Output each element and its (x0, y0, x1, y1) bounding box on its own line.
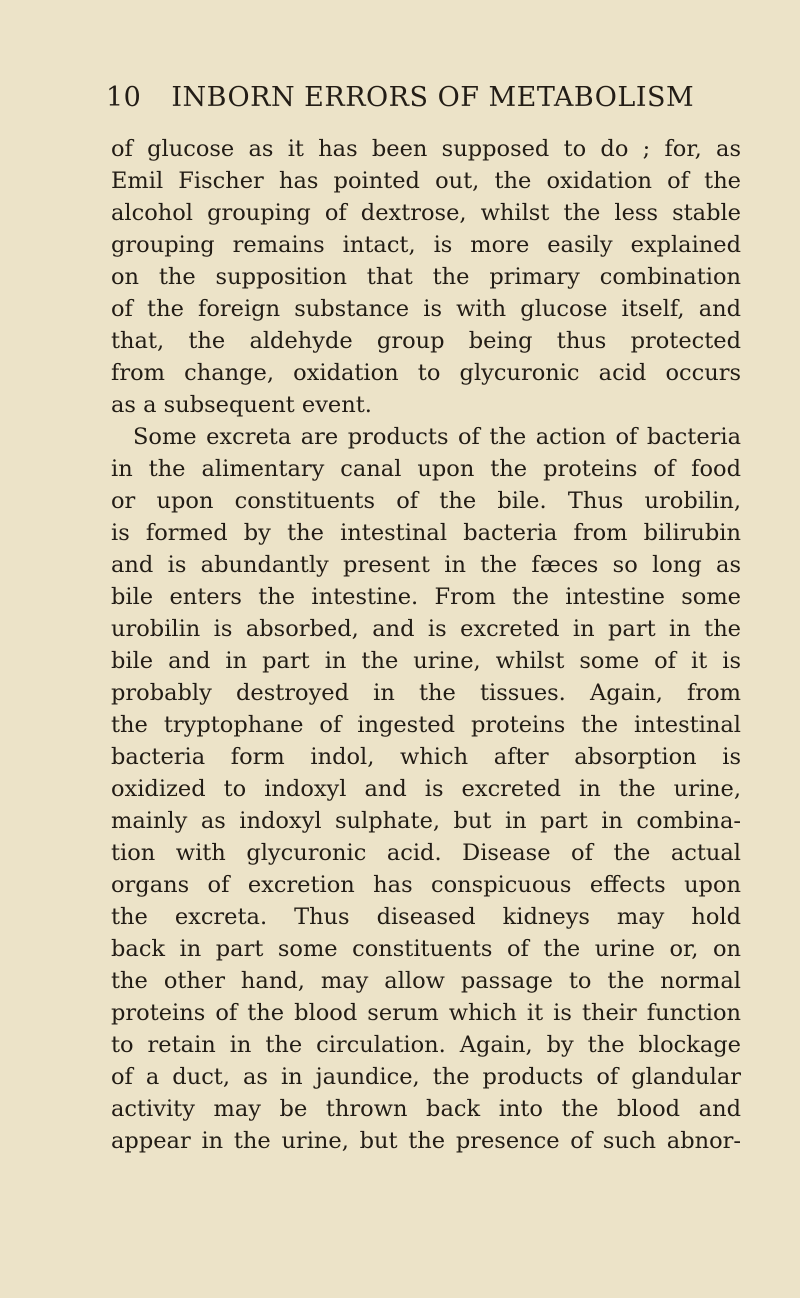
book-title: INBORN ERRORS OF METABOLISM (171, 82, 695, 113)
text-line: that, the aldehyde group being thus protected (111, 328, 741, 354)
text-line: Emil Fischer has pointed out, the oxidation of the (111, 168, 741, 194)
text-line: activity may be thrown back into the blood and (111, 1096, 741, 1122)
text-line: of glucose as it has been supposed to do ; for, as (111, 136, 741, 162)
text-line: in the alimentary canal upon the proteins of food (111, 456, 741, 482)
text-line: bacteria form indol, which after absorption is (111, 744, 741, 770)
text-line: tion with glycuronic acid. Disease of the actual (111, 840, 741, 866)
text-line: organs of excretion has conspicuous effects upon (111, 872, 741, 898)
text-line: of a duct, as in jaundice, the products of glandular (111, 1064, 741, 1090)
text-line: appear in the urine, but the presence of such abnor- (111, 1128, 741, 1154)
text-line: back in part some constituents of the urine or, on (111, 936, 741, 962)
text-line: of the foreign substance is with glucose itself, and (111, 296, 741, 322)
paragraph-end-line: as a subsequent event. (111, 392, 372, 418)
text-line: the tryptophane of ingested proteins the intestinal (111, 712, 741, 738)
text-line: bile and in part in the urine, whilst some of it is (111, 648, 741, 674)
text-line: urobilin is absorbed, and is excreted in part in the (111, 616, 741, 642)
text-line: grouping remains intact, is more easily explained (111, 232, 741, 258)
text-line: alcohol grouping of dextrose, whilst the less stable (111, 200, 741, 226)
text-line: probably destroyed in the tissues. Again, from (111, 680, 741, 706)
text-line: mainly as indoxyl sulphate, but in part in combina- (111, 808, 741, 834)
text-line: to retain in the circulation. Again, by the blockage (111, 1032, 741, 1058)
body-text (111, 133, 741, 1157)
text-line: proteins of the blood serum which it is their function (111, 1000, 741, 1026)
text-line: is formed by the intestinal bacteria from bilirubin (111, 520, 741, 546)
text-line: or upon constituents of the bile. Thus urobilin, (111, 488, 741, 514)
text-line: bile enters the intestine. From the intestine some (111, 584, 741, 610)
text-line: on the supposition that the primary combination (111, 264, 741, 290)
paragraph-start-line: Some excreta are products of the action of bacteria (133, 424, 741, 450)
text-line: oxidized to indoxyl and is excreted in the urine, (111, 776, 741, 802)
page-number: 10 (106, 82, 142, 113)
running-head (106, 82, 746, 122)
text-line: from change, oxidation to glycuronic acid occurs (111, 360, 741, 386)
text-line: and is abundantly present in the fæces so long as (111, 552, 741, 578)
text-line: the excreta. Thus diseased kidneys may hold (111, 904, 741, 930)
text-line: the other hand, may allow passage to the normal (111, 968, 741, 994)
